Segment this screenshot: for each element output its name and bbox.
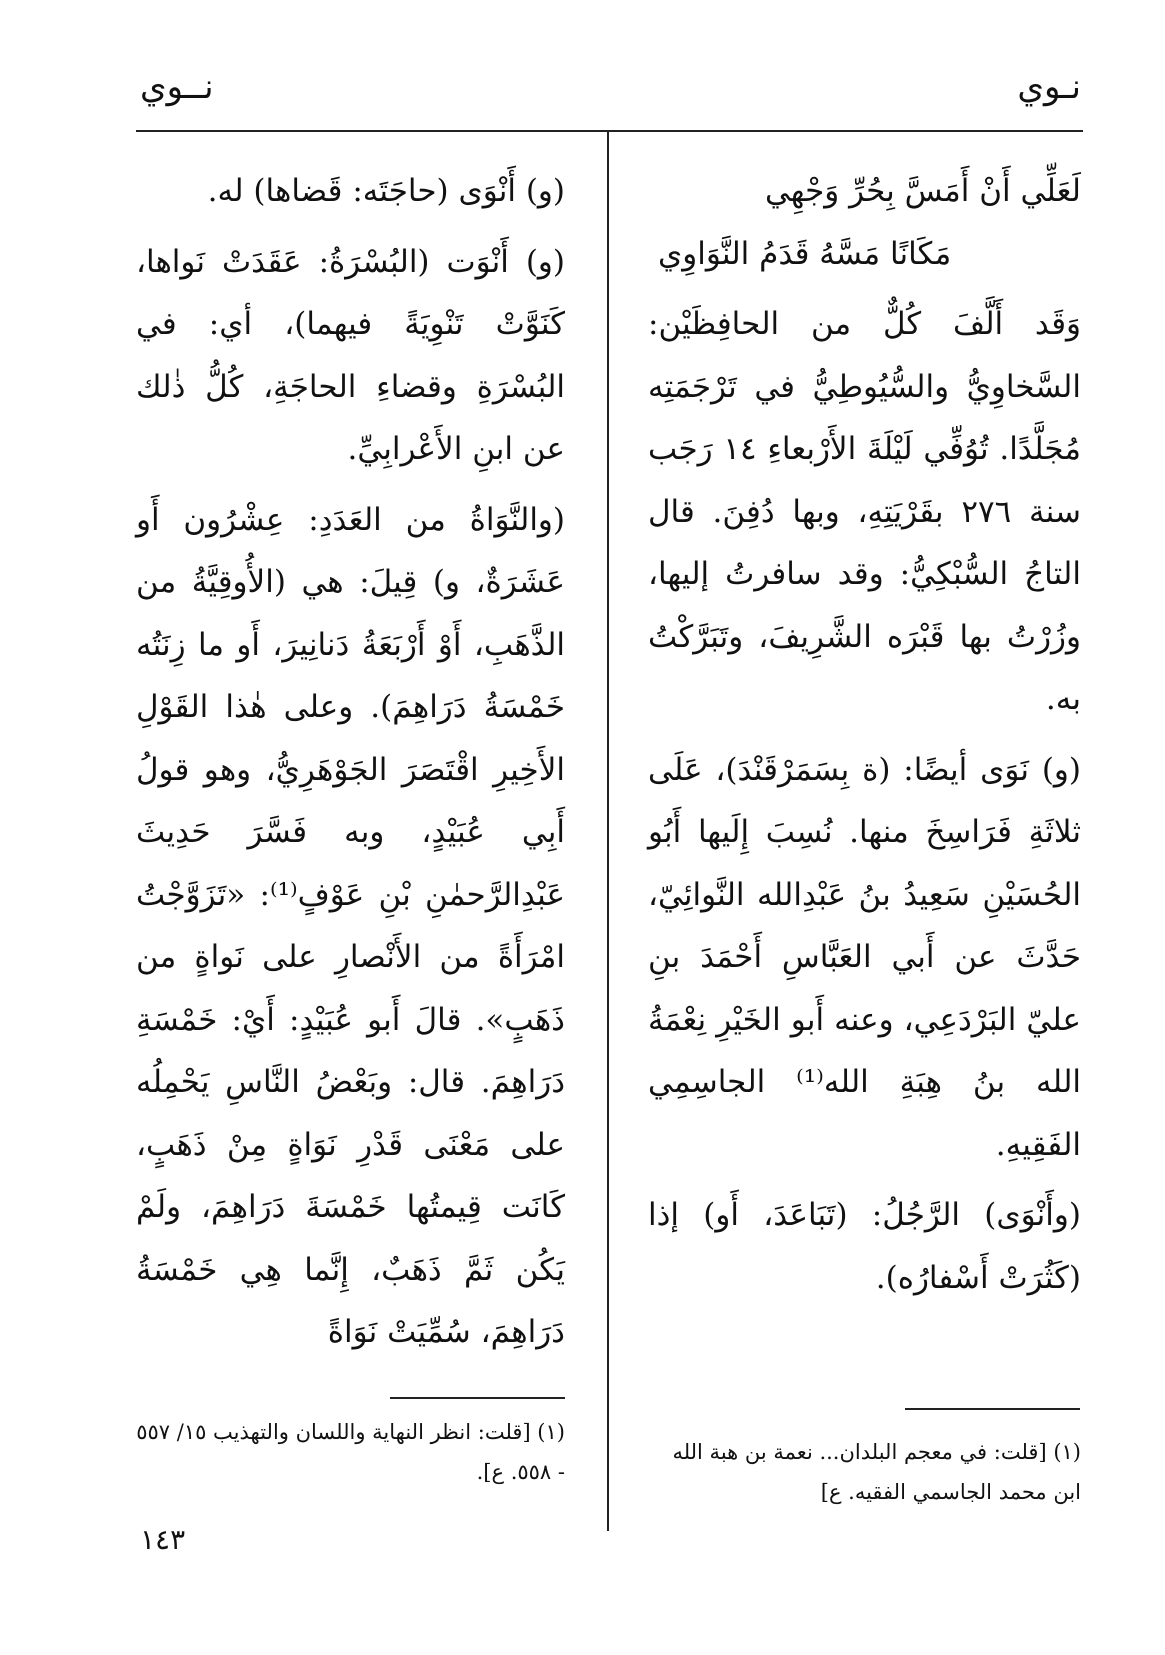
header-rule <box>136 130 1083 132</box>
footnote-rule-right <box>905 1408 1080 1410</box>
paragraph: (والنَّوَاةُ من العَدَدِ: عِشْرُون أَو عَشَرَةٌ، و) قِيلَ: هي (الأُوقِيَّةُ من الذَّهَبِ، أَوْ أَرْبَعَةُ دَنانِيرَ، أَو ما زِنَتُه خَمْسَةُ دَرَاهِمَ). وعلى هٰذا القَوْلِ الأَخِيرِ اقْتَصَرَ الجَوْهَرِيُّ، وهو قولُ أَبِي عُبَيْدٍ، وبه فَسَّرَ حَدِيثَ عَبْدِالرَّحمٰنِ بْنِ عَوْفٍ⁽¹⁾: «تَزَوَّجْتُ امْرَأَةً من الأَنْصارِ على نَواةٍ من ذَهَبٍ». قالَ أَبو عُبَيْدٍ: أَيْ: خَمْسَةِ دَرَاهِمَ. قال: وبَعْضُ النَّاسِ يَحْمِلُه على مَعْنَى قَدْرِ نَوَاةٍ مِنْ ذَهَبٍ، كَانَت قِيمتُها خَمْسَةَ دَرَاهِمَ، ولَمْ يَكُن ثَمَّ ذَهَبٌ، إِنَّما هِي خَمْسَةُ دَرَاهِمَ، سُمِّيَتْ نَوَاةً <box>136 501 565 1350</box>
verse-line-2: مَكَانًا مَسَّهُ قَدَمُ النَّوَاوِي <box>658 235 952 272</box>
right-column <box>648 160 1081 1317</box>
footnote-left: (١) [قلت: انظر النهاية واللسان والتهذيب ١٥/ ٥٥٧ - ٥٥٨. ع]. <box>136 1420 565 1484</box>
paragraph: (وأَنْوَى) الرَّجُلُ: (تَبَاعَدَ، أَو) إذا (كَثُرَتْ أَسْفارُه). <box>648 1197 1081 1296</box>
paragraph: (و) نَوَى أيضًا: (ة بِسَمَرْقَنْدَ)، عَلَى ثلاثَةِ فَرَاسِخَ منها. نُسِبَ إِلَيها أَبُو الحُسَيْنِ سَعِيدُ بنُ عَبْدِالله النَّوائِيّ، حَدَّثَ عن أَبي العَبَّاسِ أَحْمَدَ بنِ عليّ البَرْدَعِي، وعنه أَبو الخَيْرِ نِعْمَةُ الله بنُ هِبَةِ الله⁽¹⁾ الجاسِمِي الفَقِيهِ. <box>648 751 1082 1163</box>
page-number: ١٤٣ <box>140 1523 186 1556</box>
footnote-right: (١) [قلت: في معجم البلدان... نعمة بن هبة الله ابن محمد الجاسمي الفقيه. ع] <box>672 1440 1081 1504</box>
left-column <box>136 160 565 1372</box>
paragraph: (و) أَنْوَت (البُسْرَةُ: عَقَدَتْ نَواها، كَنَوَّتْ تَنْوِيَةً فيهما)، أي: في البُسْرَةِ وقضاءِ الحاجَةِ، كُلُّ ذٰلك عن ابنِ الأَعْرابِيِّ. <box>136 243 565 467</box>
paragraph: (و) أَنْوَى (حاجَتَه: قَضاها) له. <box>207 173 565 209</box>
paragraph: وَقَد أَلَّفَ كُلٌّ من الحافِظَيْن: السَّخاوِيُّ والسُّيُوطِيُّ في تَرْجَمَتِه مُجَلَّدًا. تُوُفِّي لَيْلَةَ الأَرْبعاءِ ١٤ رَجَب سنة ٢٧٦ بقَرْيَتِهِ، وبها دُفِنَ. قال التاجُ السُّبْكِيُّ: وقد سافرتُ إليها، وزُرْتُ بها قَبْرَه الشَّرِيفَ، وتَبَرَّكْتُ به. <box>648 306 1081 717</box>
running-header-right: نـوي <box>1017 67 1081 107</box>
verse-line-1: لَعَلِّي أَنْ أَمَسَّ بِحُرِّ وَجْهِي <box>764 173 1081 209</box>
running-header-left: نــوي <box>140 67 214 107</box>
footnote-rule-left <box>390 1397 565 1399</box>
column-divider <box>607 131 609 1531</box>
